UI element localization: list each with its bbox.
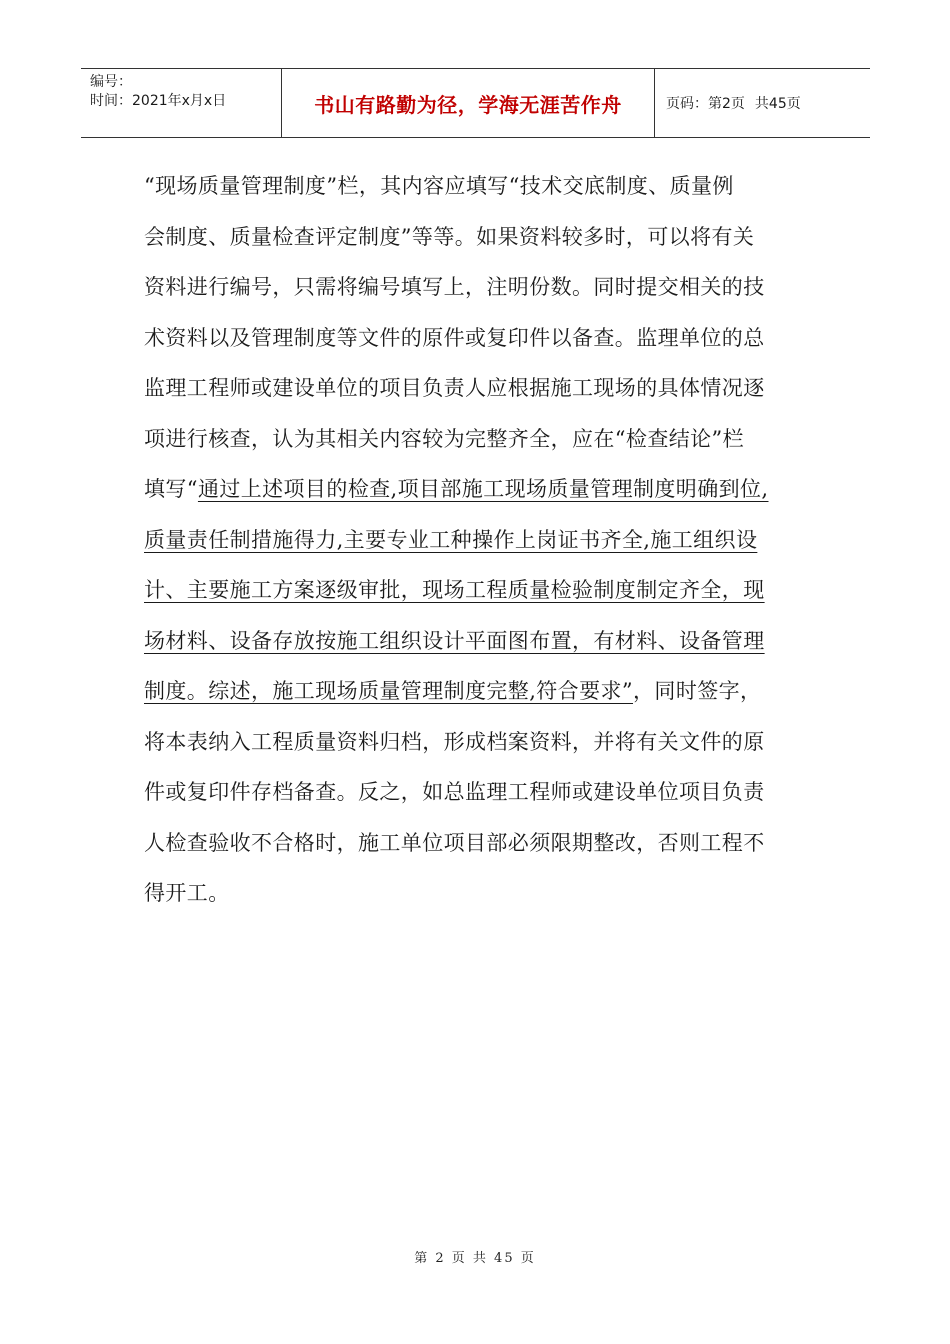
text-run: 得开工。 [144, 881, 230, 905]
text-run: “现场质量管理制度”栏，其内容应填写“技术交底制度、质量例 [144, 174, 734, 198]
underlined-conclusion-text: 场材料、设备存放按施工组织设计平面图布置，有材料、设备管理 [144, 628, 765, 653]
body-line [144, 269, 824, 320]
body-line [144, 572, 824, 623]
underlined-conclusion-text: 计、主要施工方案逐级审批，现场工程质量检验制度制定齐全，现 [144, 578, 765, 602]
body-line [144, 421, 824, 472]
body-line [144, 774, 824, 825]
body-text [144, 168, 824, 926]
header-page-number: 页码：第2页 [666, 96, 745, 112]
text-run: 会制度、质量检查评定制度”等等。如果资料较多时，可以将有关 [144, 224, 755, 249]
text-run: 人检查验收不合格时，施工单位项目部必须限期整改，否则工程不 [144, 830, 765, 855]
underlined-conclusion-text: 制度。综述，施工现场质量管理制度完整,符合要求” [144, 679, 634, 703]
text-run: ，同时签字， [633, 679, 762, 703]
body-line [144, 825, 824, 876]
text-run: 填写“ [144, 477, 198, 501]
header-page-info [655, 69, 870, 137]
body-line [144, 875, 824, 926]
header-total-pages: 共45页 [754, 96, 801, 112]
underlined-conclusion-text: 质量责任制措施得力,主要专业工种操作上岗证书齐全,施工组织设 [144, 527, 758, 552]
body-line [144, 471, 824, 522]
document-number-label: 编号： [90, 74, 132, 90]
text-run: 资料进行编号，只需将编号填写上，注明份数。同时提交相关的技 [144, 275, 765, 299]
body-line [144, 724, 824, 775]
text-run: 监理工程师或建设单位的项目负责人应根据施工现场的具体情况逐 [144, 376, 765, 400]
body-line [144, 673, 824, 724]
text-run: 术资料以及管理制度等文件的原件或复印件以备查。监理单位的总 [144, 325, 765, 350]
body-line [144, 168, 824, 219]
page-header [81, 68, 870, 138]
document-date-label: 时间：2021年x月x日 [90, 93, 227, 109]
text-run: 项进行核查，认为其相关内容较为完整齐全，应在“检查结论”栏 [144, 426, 745, 451]
body-line [144, 522, 824, 573]
body-line [144, 219, 824, 270]
header-motto: 书山有路勤为径，学海无涯苦作舟 [282, 69, 655, 137]
text-run: 件或复印件存档备查。反之，如总监理工程师或建设单位项目负责 [144, 780, 765, 804]
header-meta [81, 69, 282, 137]
body-line [144, 320, 824, 371]
body-line [144, 370, 824, 421]
text-run: 将本表纳入工程质量资料归档，形成档案资料，并将有关文件的原 [144, 729, 765, 754]
body-line [144, 623, 824, 674]
underlined-conclusion-text: 通过上述项目的检查,项目部施工现场质量管理制度明确到位, [197, 477, 769, 501]
page-footer: 第 2 页 共 45 页 [414, 1251, 536, 1266]
